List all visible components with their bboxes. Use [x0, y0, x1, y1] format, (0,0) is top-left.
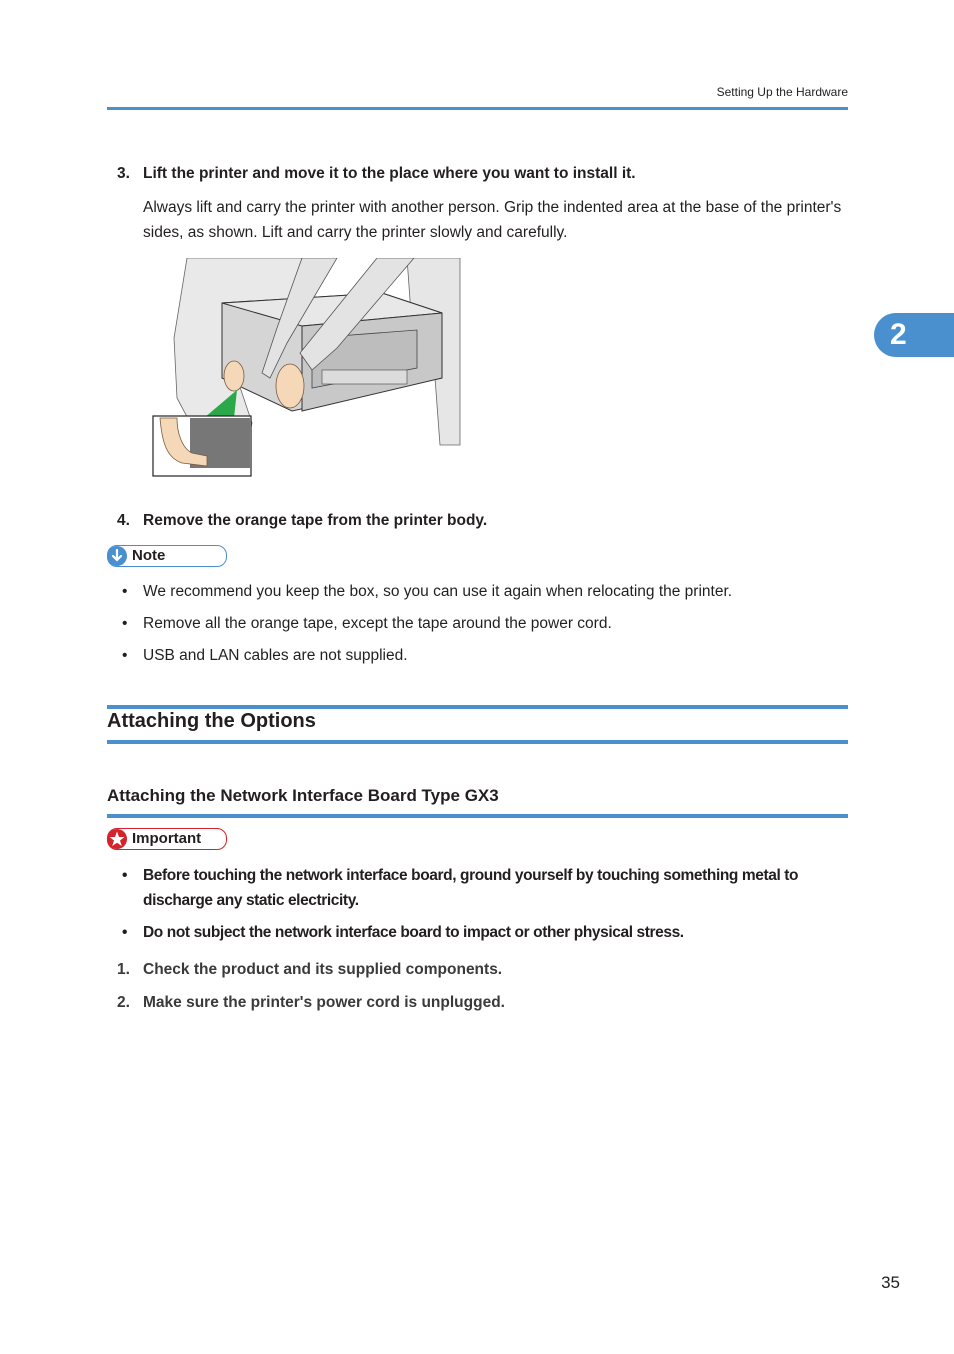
- step-text: Remove the orange tape from the printer body.: [143, 512, 488, 529]
- important-item-text: Before touching the network interface board, ground yourself by touching something metal to discharge any static electricity.: [143, 867, 799, 909]
- note-item-text: Remove all the orange tape, except the tape around the power cord.: [143, 615, 612, 632]
- running-header: Setting Up the Hardware: [716, 85, 848, 99]
- subsection-rule: [107, 814, 848, 818]
- step-3-title: [117, 165, 636, 183]
- note-item: • We recommend you keep the box, so you can use it again when relocating the printer.: [122, 579, 832, 604]
- step-4-title: [117, 512, 487, 530]
- note-item-text: We recommend you keep the box, so you can use it again when relocating the printer.: [143, 583, 733, 600]
- step-2-title: [117, 994, 505, 1012]
- important-label: Important: [132, 830, 202, 847]
- note-item: • USB and LAN cables are not supplied.: [122, 643, 832, 668]
- page-number: 35: [881, 1273, 900, 1292]
- note-down-arrow-icon: [106, 545, 128, 567]
- section-heading: Attaching the Options: [107, 710, 316, 732]
- important-item: • Do not subject the network interface board to impact or other physical stress.: [122, 920, 832, 945]
- note-item-text: USB and LAN cables are not supplied.: [143, 647, 408, 664]
- chapter-tab[interactable]: 2: [874, 313, 954, 357]
- header-rule: [107, 107, 848, 110]
- step-text: Check the product and its supplied components.: [143, 961, 503, 978]
- step-number: 3.: [117, 165, 130, 182]
- section-top-rule: [107, 705, 848, 709]
- step-text: Make sure the printer's power cord is unplugged.: [143, 994, 505, 1011]
- important-item-text: Do not subject the network interface board to impact or other physical stress.: [143, 924, 684, 941]
- section-bottom-rule: [107, 740, 848, 744]
- step-number: 4.: [117, 512, 130, 529]
- step-1-title: [117, 961, 502, 979]
- step-text: Lift the printer and move it to the place where you want to install it.: [143, 165, 636, 182]
- lifting-printer-illustration: [152, 258, 462, 478]
- important-label-box: [107, 828, 227, 850]
- important-item: • Before touching the network interface board, ground yourself by touching something metal to discharge any static electricity.: [122, 863, 832, 913]
- important-star-icon: [106, 828, 128, 850]
- note-label-box: [107, 545, 227, 567]
- step-3-body: Always lift and carry the printer with another person. Grip the indented area at the base of the printer's sides, as shown. Lift and carry the printer slowly and carefully.: [143, 199, 842, 241]
- note-item: • Remove all the orange tape, except the tape around the power cord.: [122, 611, 832, 636]
- step-number: 2.: [117, 994, 130, 1011]
- note-label: Note: [132, 547, 166, 564]
- step-number: 1.: [117, 961, 130, 978]
- subsection-heading: Attaching the Network Interface Board Type GX3: [107, 786, 499, 805]
